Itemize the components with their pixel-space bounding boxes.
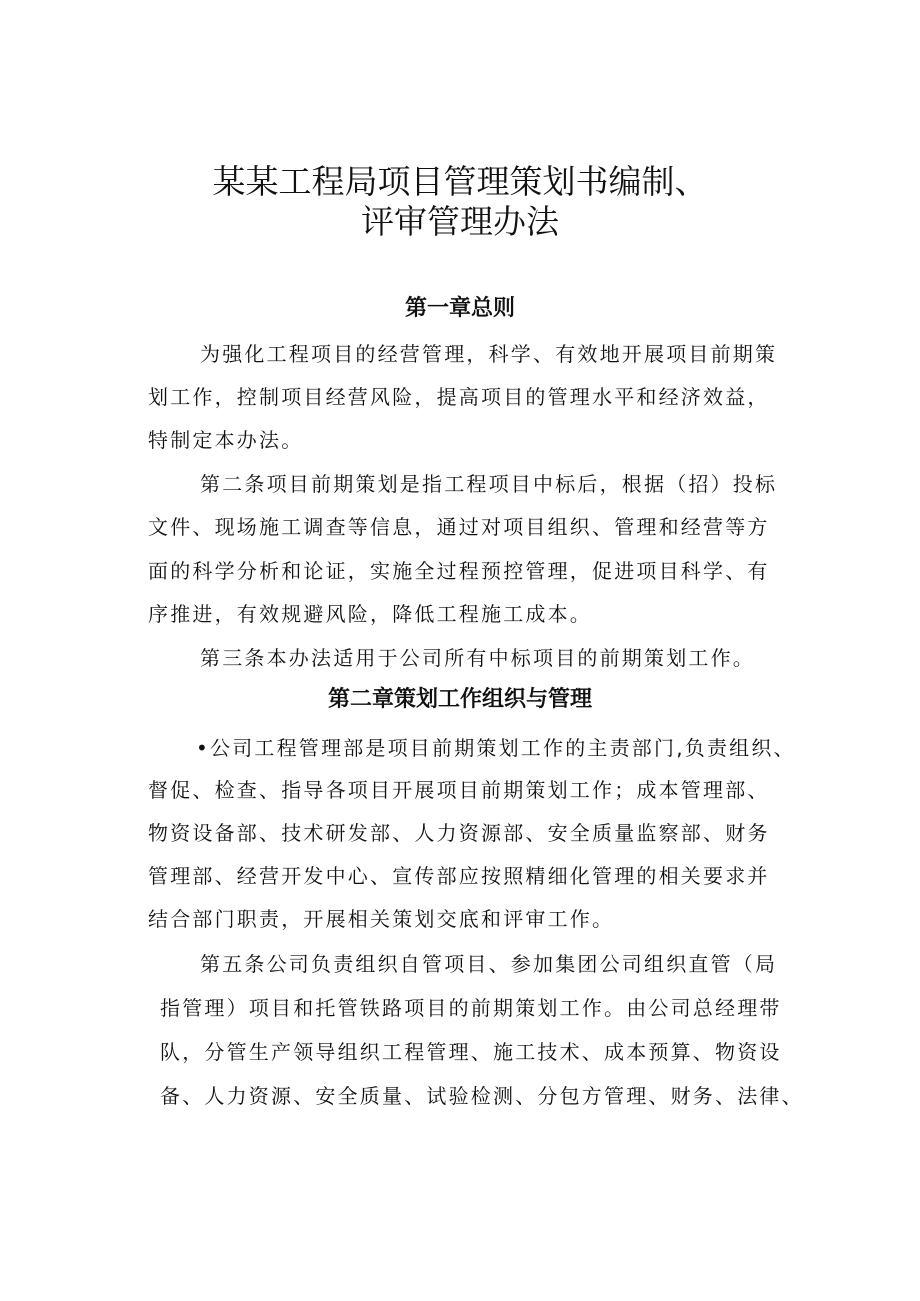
paragraph-5-line: 备、人力资源、安全质量、试验检测、分包方管理、财务、法律、: [160, 1084, 804, 1108]
chapter-2-heading: 第二章策划工作组织与管理: [327, 687, 592, 712]
document-title-line-2: 评审管理办法: [361, 202, 559, 241]
paragraph-2-line: 第二条项目前期策划是指工程项目中标后，根据（招）投标: [200, 472, 778, 496]
paragraph-4-line: 物资设备部、技术研发部、人力资源部、安全质量监察部、财务: [148, 821, 770, 845]
paragraph-2-line: 文件、现场施工调查等信息，通过对项目组织、管理和经营等方: [148, 515, 770, 539]
chapter-1-heading: 第一章总则: [404, 296, 515, 321]
paragraph-1-line: 为强化工程项目的经营管理，科学、有效地开展项目前期策: [200, 342, 778, 366]
paragraph-3-line: 第三条本办法适用于公司所有中标项目的前期策划工作。: [200, 646, 755, 670]
paragraph-5-line: 第五条公司负责组织自管项目、参加集团公司组织直管（局: [200, 952, 778, 976]
paragraph-4-line: •公司工程管理部是项目前期策划工作的主责部门,负责组织、: [196, 736, 796, 760]
paragraph-4-line: 督促、检查、指导各项目开展项目前期策划工作；成本管理部、: [148, 778, 770, 802]
paragraph-4-line: 管理部、经营开发中心、宣传部应按照精细化管理的相关要求并: [148, 864, 770, 888]
paragraph-1-line: 划工作，控制项目经营风险，提高项目的管理水平和经济效益，: [148, 385, 770, 409]
paragraph-1-line: 特制定本办法。: [148, 428, 304, 452]
paragraph-5-line: 指管理）项目和托管铁路项目的前期策划工作。由公司总经理带: [160, 996, 782, 1020]
paragraph-2-line: 序推进，有效规避风险，降低工程施工成本。: [148, 602, 592, 626]
paragraph-5-line: 队，分管生产领导组织工程管理、施工技术、成本预算、物资设: [160, 1040, 782, 1064]
paragraph-4-line: 结合部门职责，开展相关策划交底和评审工作。: [148, 907, 615, 931]
paragraph-2-line: 面的科学分析和论证，实施全过程预控管理，促进项目科学、有: [148, 559, 770, 583]
document-title-line-1: 某某工程局项目管理策划书编制、: [212, 162, 708, 201]
